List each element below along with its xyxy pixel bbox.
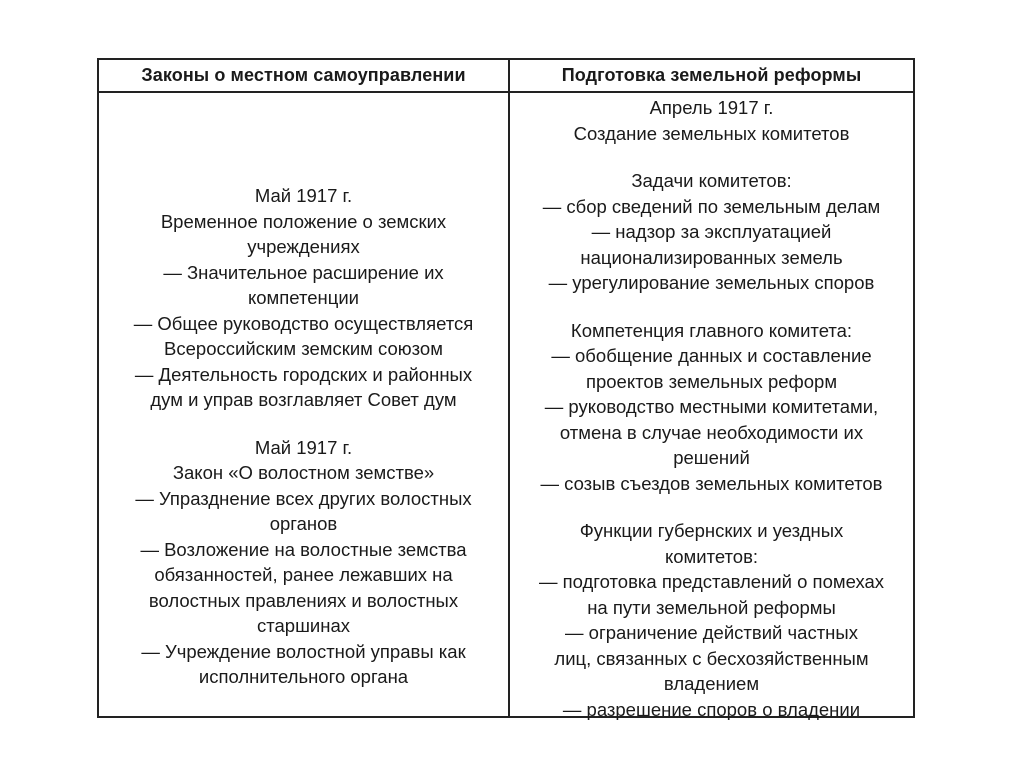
block-title: учреждениях (247, 236, 360, 257)
block-title: Задачи комитетов: (631, 170, 792, 191)
column-local-government-laws (99, 93, 510, 716)
block-item: — подготовка представлений о помехах (538, 571, 885, 592)
block-item: национализированных земель (580, 246, 843, 268)
block-volost-zemstvo-law (99, 435, 508, 690)
block-item: — Учреждение волостной управы как (141, 640, 466, 662)
block-item: решений (673, 447, 750, 468)
block-item: — руководство местными комитетами, (544, 396, 879, 417)
block-regional-committee-functions (510, 518, 913, 722)
table-header-row (99, 60, 913, 93)
block-item: владением (663, 673, 760, 694)
block-title: комитетов: (664, 545, 759, 567)
block-item: — Упразднение всех других волостных (135, 487, 472, 509)
block-item: — созыв съездов земельных комитетов (540, 472, 883, 494)
block-item: дум и управ возглавляет Совет дум (150, 389, 457, 410)
block-item: — Общее руководство осуществляется (133, 312, 474, 334)
block-item: лиц, связанных с бесхозяйственным (554, 647, 869, 669)
block-date: Май 1917 г. (254, 436, 353, 458)
block-item: отмена в случае необходимости их (559, 421, 864, 443)
block-spacer (510, 496, 913, 518)
block-date: Апрель 1917 г. (649, 97, 774, 118)
header-local-government-laws: Законы о местном самоуправлении (99, 60, 510, 91)
block-item: на пути земельной реформы (587, 596, 836, 618)
block-item: обязанностей, ранее лежавших на (154, 564, 453, 585)
block-title: Функции губернских и уездных (579, 520, 844, 541)
block-title: Компетенция главного комитета: (570, 319, 853, 341)
block-spacer (510, 146, 913, 168)
block-temporary-regulation (99, 183, 508, 413)
block-item: — надзор за эксплуатацией (591, 221, 832, 242)
column-land-reform-preparation (510, 93, 913, 720)
block-item: — Возложение на волостные земства (140, 538, 467, 560)
block-item: — ограничение действий частных (565, 622, 858, 643)
block-item: — Значительное расширение их (163, 261, 444, 283)
block-item: — сбор сведений по земельным делам (542, 195, 881, 217)
block-item: проектов земельных реформ (585, 370, 838, 392)
block-committee-tasks (510, 168, 913, 296)
block-item: — Деятельность городских и районных (134, 363, 473, 385)
comparison-table (97, 58, 915, 718)
block-date: Май 1917 г. (254, 185, 353, 206)
block-item: волостных правлениях и волостных (148, 589, 459, 611)
block-title: Закон «О волостном земстве» (172, 462, 435, 483)
block-item: — обобщение данных и составление (551, 345, 872, 366)
block-item: — урегулирование земельных споров (548, 272, 875, 293)
block-title: Создание земельных комитетов (573, 122, 850, 144)
block-spacer (99, 413, 508, 435)
header-land-reform-preparation: Подготовка земельной реформы (561, 65, 862, 85)
block-main-committee-competence (510, 318, 913, 497)
block-item: исполнительного органа (198, 666, 409, 687)
block-item: — разрешение споров о владении (562, 698, 861, 720)
block-title: Временное положение о земских (160, 210, 447, 232)
block-item: компетенции (247, 287, 360, 308)
block-item: органов (269, 513, 338, 534)
block-item: Всероссийским земским союзом (164, 338, 443, 359)
block-item: старшинах (256, 615, 351, 636)
block-spacer (510, 296, 913, 318)
block-land-committees-creation (510, 95, 913, 146)
